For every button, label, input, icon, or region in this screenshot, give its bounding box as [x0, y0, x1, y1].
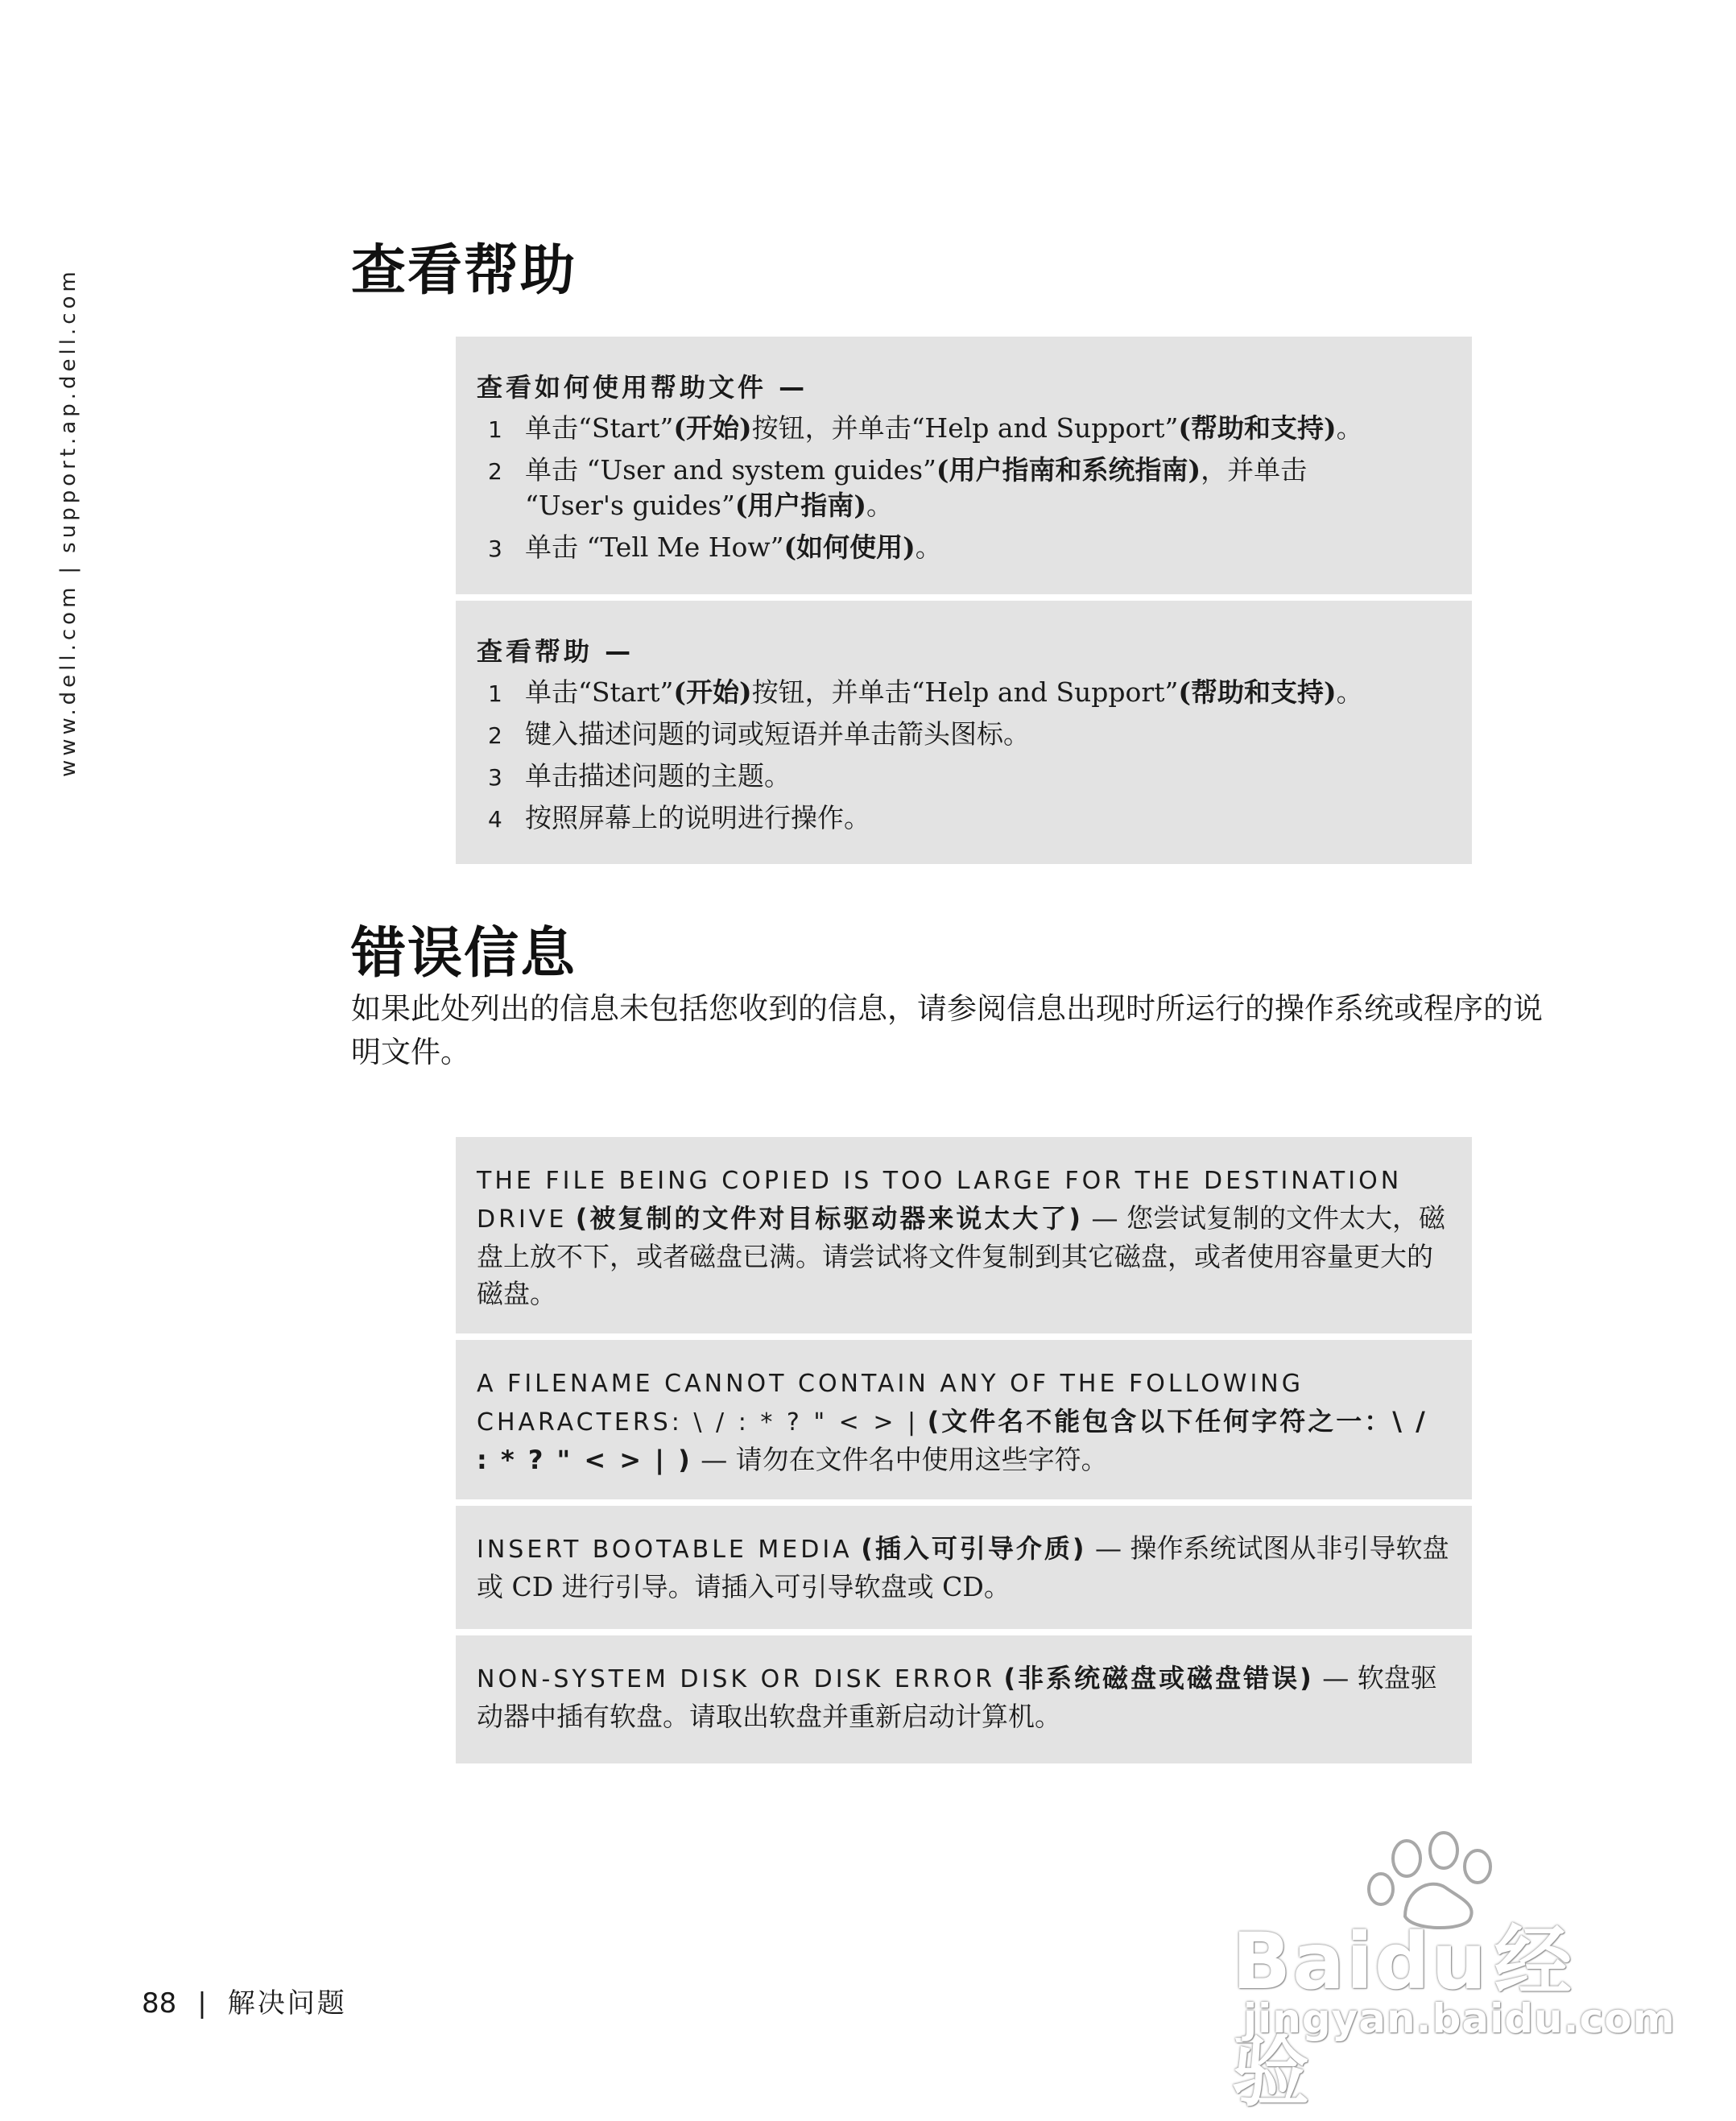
step-item [477, 759, 1451, 794]
box-title: 查看如何使用帮助文件 — [477, 372, 808, 403]
step-text: 单击 “Tell Me How” [525, 531, 784, 563]
footer-section-title: 解决问题 [227, 1987, 347, 2020]
help-box-view [456, 601, 1472, 864]
error-name-cn: (插入可引导介质) [861, 1533, 1087, 1564]
baidu-watermark [1232, 1826, 1676, 2117]
error-description: — 请勿在文件名中使用这些字符。 [701, 1444, 1108, 1475]
step-number: 4 [488, 806, 502, 833]
error-description: — 操作系统试图从非引导软盘或 CD 进行引导。请插入可引导软盘或 CD。 [477, 1532, 1449, 1602]
error-name: INSERT BOOTABLE MEDIA [477, 1536, 853, 1564]
step-number: 3 [488, 764, 502, 791]
section-title-help: 查看帮助 [351, 239, 577, 303]
step-text: 。 [1336, 676, 1363, 708]
step-item [477, 675, 1451, 710]
side-url [56, 267, 81, 777]
side-url-separator: | [56, 562, 81, 574]
step-item [477, 411, 1451, 446]
help-box-how-to [456, 337, 1472, 594]
step-text: 按钮，并单击“Help and Support” [751, 676, 1179, 708]
side-url-support: support.ap.dell.com [56, 267, 81, 553]
step-item [477, 717, 1451, 752]
error-description: — 软盘驱动器中插有软盘。请取出软盘并重新启动计算机。 [477, 1662, 1437, 1732]
step-item [477, 530, 1451, 565]
step-text: 单击“Start” [525, 412, 674, 444]
step-text: 。 [1336, 412, 1363, 444]
step-bold: (开始) [673, 676, 752, 708]
watermark-brand-du: du [1374, 1916, 1488, 2007]
step-text: ，并单击 “User's guides” [525, 454, 1308, 521]
side-url-www: www.dell.com [56, 583, 81, 777]
step-text: 单击 “User and system guides” [525, 454, 936, 486]
watermark-cn: 经验 [1232, 1916, 1573, 2117]
section-title-errors: 错误信息 [351, 922, 577, 986]
box-title: 查看帮助 — [477, 636, 634, 667]
error-name: THE FILE BEING COPIED IS TOO LARGE FOR THE DESTINATION DRIVE [477, 1167, 1403, 1234]
step-text: 。 [866, 490, 894, 521]
step-bold: (用户指南和系统指南) [936, 454, 1201, 486]
step-bold: (如何使用) [783, 531, 916, 563]
error-insert-bootable [456, 1506, 1472, 1629]
error-name-cn: (文件名不能包含以下任何字符之一：\ / : * ? " < > | ) [477, 1406, 1428, 1475]
step-text: 单击描述问题的主题。 [525, 760, 791, 792]
watermark-brand: Bai [1232, 1916, 1374, 2007]
step-text: 按照屏幕上的说明进行操作。 [525, 802, 870, 833]
step-item [477, 800, 1451, 836]
step-bold: (开始) [673, 412, 752, 444]
watermark-url: jingyan.baidu.com [1243, 1995, 1676, 2042]
step-bold: (帮助和支持) [1178, 412, 1337, 444]
step-bold: (用户指南) [734, 490, 867, 521]
error-name-cn: (被复制的文件对目标驱动器来说太大了) [575, 1203, 1084, 1234]
page-number: 88 [142, 1987, 177, 2020]
error-filename-chars [456, 1340, 1472, 1499]
page-footer [142, 1981, 347, 2020]
step-text: 键入描述问题的词或短语并单击箭头图标。 [525, 718, 1030, 750]
step-number: 3 [488, 535, 502, 562]
error-non-system-disk [456, 1635, 1472, 1763]
step-number: 1 [488, 416, 502, 443]
step-number: 1 [488, 680, 502, 707]
footer-separator: | [197, 1987, 207, 2020]
step-bold: (帮助和支持) [1178, 676, 1337, 708]
step-text: 按钮，并单击“Help and Support” [751, 412, 1179, 444]
step-number: 2 [488, 458, 502, 485]
step-text: 单击“Start” [525, 676, 674, 708]
error-description: — 您尝试复制的文件太大，磁盘上放不下，或者磁盘已满。请尝试将文件复制到其它磁盘，或者使用容量更大的磁盘。 [477, 1202, 1446, 1309]
step-number: 2 [488, 722, 502, 749]
step-item [477, 453, 1451, 523]
error-name-cn: (非系统磁盘或磁盘错误) [1003, 1663, 1314, 1693]
error-name: A FILENAME CANNOT CONTAIN ANY OF THE FOLLOWING CHARACTERS: \ / : * ? " < > | [477, 1370, 1304, 1437]
step-text: 。 [915, 531, 942, 563]
errors-intro: 如果此处列出的信息未包括您收到的信息，请参阅信息出现时所运行的操作系统或程序的说明文件。 [351, 991, 1543, 1069]
error-file-too-large [456, 1137, 1472, 1333]
error-name: NON-SYSTEM DISK OR DISK ERROR [477, 1665, 995, 1693]
